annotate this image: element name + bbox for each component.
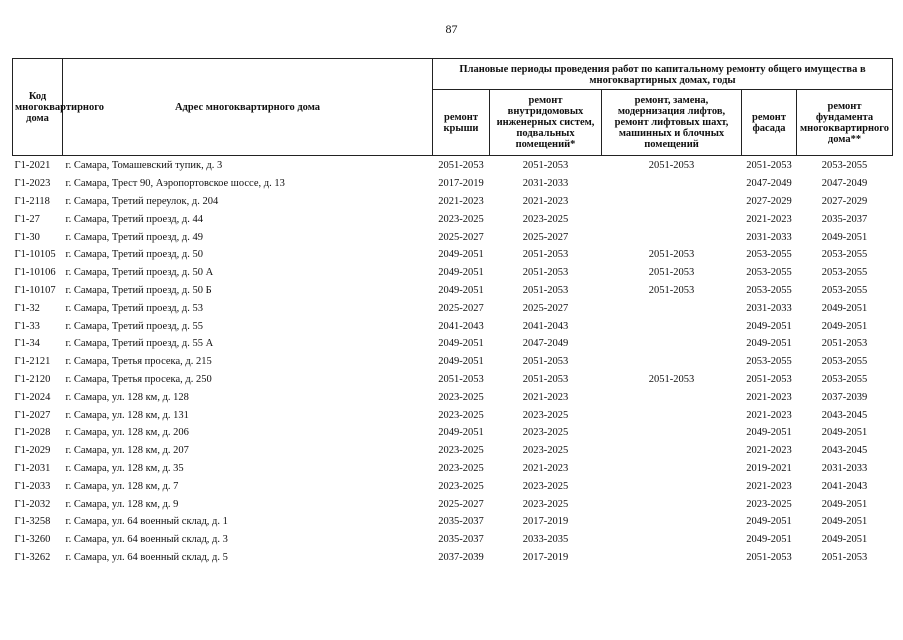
cell-lifts	[602, 210, 742, 228]
cell-foundation: 2043-2045	[821, 409, 868, 421]
cell-lifts	[602, 495, 742, 513]
cell-roof: 2041-2043	[438, 320, 484, 332]
cell-roof: 2023-2025	[438, 462, 484, 474]
cell-lifts	[602, 460, 742, 478]
repair-schedule-table-wrap	[12, 58, 893, 566]
cell-facade: 2053-2055	[746, 356, 792, 368]
table-row	[13, 175, 893, 193]
cell-roof: 2035-2037	[438, 516, 484, 528]
cell-systems: 2025-2027	[522, 302, 569, 314]
header-systems-repair: ремонт внутридомовых инженерных систем, подвальных помещений*	[490, 90, 602, 156]
table-row	[13, 549, 893, 567]
table-row	[13, 460, 893, 478]
cell-address: г. Самара, ул. 128 км, д. 207	[65, 445, 189, 457]
cell-address: г. Самара, Третий проезд, д. 50 А	[65, 267, 214, 279]
cell-facade: 2023-2025	[746, 498, 792, 510]
table-row	[13, 317, 893, 335]
cell-foundation: 2053-2055	[821, 356, 868, 368]
cell-facade: 2049-2051	[746, 320, 792, 332]
page-number: 87	[445, 22, 458, 36]
cell-foundation: 2053-2055	[821, 373, 868, 385]
cell-facade: 2021-2023	[746, 445, 792, 457]
cell-facade: 2051-2053	[746, 551, 792, 563]
cell-systems: 2031-2033	[522, 178, 569, 190]
cell-lifts	[602, 531, 742, 549]
cell-foundation: 2031-2033	[821, 462, 868, 474]
header-lifts-repair: ремонт, замена, модернизация лифтов, ремонт лифтовых шахт, машинных и блочных помещений	[602, 90, 742, 156]
cell-roof: 2025-2027	[438, 302, 484, 314]
cell-roof: 2037-2039	[438, 551, 484, 563]
cell-roof: 2023-2025	[438, 480, 484, 492]
cell-code: Г1-27	[14, 213, 40, 225]
table-row	[13, 246, 893, 264]
cell-code: Г1-2120	[14, 373, 51, 385]
cell-foundation: 2043-2045	[821, 445, 868, 457]
table-row	[13, 371, 893, 389]
cell-systems: 2021-2023	[522, 462, 569, 474]
cell-lifts	[602, 442, 742, 460]
table-row	[13, 442, 893, 460]
cell-roof: 2051-2053	[438, 160, 484, 172]
cell-code: Г1-2032	[14, 498, 51, 510]
cell-systems: 2021-2023	[522, 195, 569, 207]
cell-systems: 2023-2025	[522, 213, 569, 225]
cell-code: Г1-2031	[14, 462, 51, 474]
cell-lifts	[602, 193, 742, 211]
cell-systems: 2023-2025	[522, 445, 569, 457]
cell-address: г. Самара, Третий переулок, д. 204	[65, 195, 219, 207]
cell-systems: 2051-2053	[522, 284, 569, 296]
cell-facade: 2021-2023	[746, 213, 792, 225]
cell-facade: 2053-2055	[746, 284, 792, 296]
cell-foundation: 2051-2053	[821, 551, 868, 563]
cell-code: Г1-2021	[14, 160, 51, 172]
cell-address: г. Самара, Третий проезд, д. 55 А	[65, 338, 214, 350]
table-body	[13, 156, 893, 567]
cell-foundation: 2047-2049	[821, 178, 868, 190]
cell-facade: 2019-2021	[746, 462, 792, 474]
cell-foundation: 2053-2055	[821, 160, 868, 172]
cell-code: Г1-33	[14, 320, 40, 332]
cell-roof: 2025-2027	[438, 498, 484, 510]
cell-address: г. Самара, Третья просека, д. 250	[65, 373, 212, 385]
cell-code: Г1-2028	[14, 427, 51, 439]
cell-address: г. Самара, ул. 128 км, д. 35	[65, 462, 184, 474]
cell-foundation: 2049-2051	[821, 534, 868, 546]
cell-lifts	[602, 424, 742, 442]
cell-code: Г1-30	[14, 231, 40, 243]
cell-roof: 2035-2037	[438, 534, 484, 546]
table-row	[13, 424, 893, 442]
cell-lifts	[602, 388, 742, 406]
cell-facade: 2049-2051	[746, 427, 792, 439]
cell-facade: 2049-2051	[746, 516, 792, 528]
cell-roof: 2051-2053	[438, 373, 484, 385]
cell-roof: 2017-2019	[438, 178, 484, 190]
cell-code: Г1-3262	[14, 551, 51, 563]
cell-address: г. Самара, Третий проезд, д. 49	[65, 231, 203, 243]
cell-foundation: 2053-2055	[821, 267, 868, 279]
cell-address: г. Самара, ул. 128 км, д. 128	[65, 391, 189, 403]
cell-systems: 2025-2027	[522, 231, 569, 243]
cell-address: г. Самара, ул. 64 военный склад, д. 5	[65, 551, 228, 563]
cell-facade: 2051-2053	[746, 373, 792, 385]
cell-code: Г1-2121	[14, 356, 51, 368]
table-row	[13, 299, 893, 317]
cell-foundation: 2051-2053	[821, 338, 868, 350]
cell-code: Г1-34	[14, 338, 40, 350]
cell-address: г. Самара, ул. 128 км, д. 206	[65, 427, 189, 439]
table-row	[13, 477, 893, 495]
cell-roof: 2023-2025	[438, 445, 484, 457]
cell-address: г. Самара, ул. 64 военный склад, д. 3	[65, 534, 228, 546]
cell-foundation: 2049-2051	[821, 302, 868, 314]
cell-facade: 2047-2049	[746, 178, 792, 190]
cell-address: г. Самара, ул. 128 км, д. 9	[65, 498, 179, 510]
cell-systems: 2051-2053	[522, 249, 569, 261]
table-row	[13, 406, 893, 424]
table-row	[13, 264, 893, 282]
cell-facade: 2021-2023	[746, 391, 792, 403]
cell-address: г. Самара, ул. 128 км, д. 131	[65, 409, 189, 421]
cell-address: г. Самара, Третий проезд, д. 50	[65, 249, 203, 261]
cell-code: Г1-2027	[14, 409, 51, 421]
cell-roof: 2049-2051	[438, 356, 484, 368]
cell-systems: 2047-2049	[522, 338, 569, 350]
cell-lifts	[602, 299, 742, 317]
cell-lifts	[602, 477, 742, 495]
cell-roof: 2049-2051	[438, 249, 484, 261]
cell-systems: 2051-2053	[522, 356, 569, 368]
cell-foundation: 2053-2055	[821, 284, 868, 296]
cell-facade: 2049-2051	[746, 534, 792, 546]
cell-address: г. Самара, Третий проезд, д. 53	[65, 302, 203, 314]
header-code: Код многоквартирного дома	[13, 59, 63, 156]
cell-roof: 2023-2025	[438, 213, 484, 225]
cell-roof: 2049-2051	[438, 338, 484, 350]
cell-systems: 2051-2053	[522, 267, 569, 279]
cell-address: г. Самара, ул. 128 км, д. 7	[65, 480, 179, 492]
cell-foundation: 2053-2055	[821, 249, 868, 261]
cell-foundation: 2049-2051	[821, 320, 868, 332]
table-header	[13, 59, 893, 156]
cell-lifts: 2051-2053	[648, 267, 695, 279]
table-row	[13, 531, 893, 549]
cell-facade: 2051-2053	[746, 160, 792, 172]
cell-systems: 2023-2025	[522, 409, 569, 421]
cell-foundation: 2037-2039	[821, 391, 868, 403]
header-foundation-repair: ремонт фундамента многоквартирного дома**	[797, 90, 893, 156]
header-address: Адрес многоквартирного дома	[63, 59, 433, 156]
header-facade-repair: ремонт фасада	[742, 90, 797, 156]
header-roof-repair: ремонт крыши	[433, 90, 490, 156]
cell-facade: 2031-2033	[746, 302, 792, 314]
cell-address: г. Самара, ул. 64 военный склад, д. 1	[65, 516, 228, 528]
cell-foundation: 2041-2043	[821, 480, 868, 492]
cell-lifts: 2051-2053	[648, 160, 695, 172]
cell-roof: 2021-2023	[438, 195, 484, 207]
cell-foundation: 2049-2051	[821, 231, 868, 243]
table-row	[13, 335, 893, 353]
cell-systems: 2021-2023	[522, 391, 569, 403]
cell-code: Г1-2033	[14, 480, 51, 492]
cell-facade: 2053-2055	[746, 249, 792, 261]
cell-address: г. Самара, Трест 90, Аэропортовское шоссе, д. 13	[65, 178, 285, 190]
table-row	[13, 513, 893, 531]
cell-roof: 2023-2025	[438, 409, 484, 421]
table-row	[13, 388, 893, 406]
cell-systems: 2051-2053	[522, 160, 569, 172]
cell-systems: 2017-2019	[522, 551, 569, 563]
cell-lifts: 2051-2053	[648, 284, 695, 296]
cell-lifts	[602, 175, 742, 193]
cell-address: г. Самара, Третий проезд, д. 55	[65, 320, 203, 332]
cell-lifts	[602, 317, 742, 335]
cell-roof: 2049-2051	[438, 284, 484, 296]
table-row	[13, 495, 893, 513]
cell-foundation: 2049-2051	[821, 498, 868, 510]
cell-lifts: 2051-2053	[648, 373, 695, 385]
cell-systems: 2023-2025	[522, 498, 569, 510]
cell-facade: 2053-2055	[746, 267, 792, 279]
cell-roof: 2023-2025	[438, 391, 484, 403]
table-row	[13, 228, 893, 246]
cell-foundation: 2049-2051	[821, 427, 868, 439]
cell-address: г. Самара, Третий проезд, д. 44	[65, 213, 203, 225]
cell-code: Г1-2029	[14, 445, 51, 457]
cell-roof: 2025-2027	[438, 231, 484, 243]
cell-code: Г1-10105	[14, 249, 56, 261]
cell-systems: 2023-2025	[522, 480, 569, 492]
cell-systems: 2017-2019	[522, 516, 569, 528]
cell-lifts	[602, 335, 742, 353]
cell-foundation: 2035-2037	[821, 213, 868, 225]
repair-schedule-table	[12, 58, 893, 566]
cell-facade: 2021-2023	[746, 409, 792, 421]
cell-systems: 2041-2043	[522, 320, 569, 332]
cell-systems: 2051-2053	[522, 373, 569, 385]
table-row	[13, 210, 893, 228]
cell-lifts	[602, 406, 742, 424]
table-row	[13, 156, 893, 175]
cell-address: г. Самара, Третья просека, д. 215	[65, 356, 212, 368]
cell-lifts	[602, 549, 742, 567]
cell-systems: 2033-2035	[522, 534, 569, 546]
cell-facade: 2031-2033	[746, 231, 792, 243]
cell-code: Г1-32	[14, 302, 40, 314]
cell-foundation: 2027-2029	[821, 195, 868, 207]
cell-facade: 2049-2051	[746, 338, 792, 350]
cell-lifts	[602, 228, 742, 246]
cell-code: Г1-10106	[14, 267, 56, 279]
cell-code: Г1-2023	[14, 178, 51, 190]
cell-facade: 2021-2023	[746, 480, 792, 492]
table-row	[13, 193, 893, 211]
cell-lifts: 2051-2053	[648, 249, 695, 261]
cell-code: Г1-2024	[14, 391, 51, 403]
cell-systems: 2023-2025	[522, 427, 569, 439]
cell-roof: 2049-2051	[438, 427, 484, 439]
cell-address: г. Самара, Томашевский тупик, д. 3	[65, 160, 223, 172]
cell-roof: 2049-2051	[438, 267, 484, 279]
cell-lifts	[602, 353, 742, 371]
header-periods-group: Плановые периоды проведения работ по капитальному ремонту общего имущества в многоквартирных домах, годы	[433, 59, 893, 90]
cell-code: Г1-2118	[14, 195, 50, 207]
cell-foundation: 2049-2051	[821, 516, 868, 528]
table-row	[13, 282, 893, 300]
cell-code: Г1-10107	[14, 284, 56, 296]
cell-lifts	[602, 513, 742, 531]
cell-code: Г1-3260	[14, 534, 51, 546]
cell-facade: 2027-2029	[746, 195, 792, 207]
cell-code: Г1-3258	[14, 516, 51, 528]
cell-address: г. Самара, Третий проезд, д. 50 Б	[65, 284, 212, 296]
table-row	[13, 353, 893, 371]
